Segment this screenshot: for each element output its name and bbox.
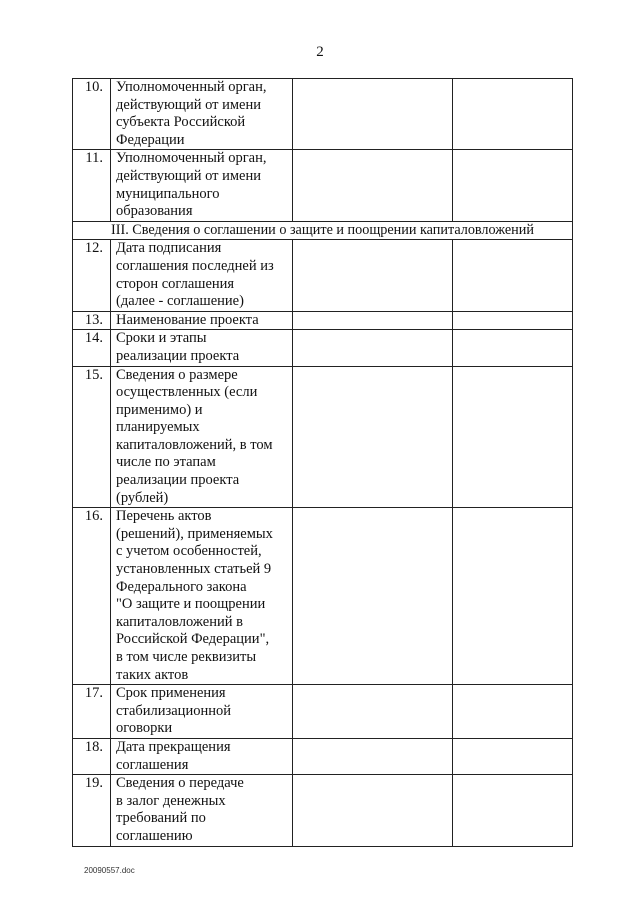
table-row — [73, 240, 573, 311]
row-label: Сведения о размере осуществленных (если применимо) и планируемых капиталовложений, в том числе по этапам реализации проекта (рублей) — [111, 366, 293, 508]
row-value-cell — [293, 240, 453, 311]
row-note-cell — [453, 150, 573, 221]
row-value-cell — [293, 79, 453, 150]
row-note-cell — [453, 508, 573, 685]
row-label: Уполномоченный орган, действующий от имени муниципального образования — [111, 150, 293, 221]
row-label: Срок применения стабилизационной оговорки — [111, 685, 293, 739]
row-note-cell — [453, 311, 573, 330]
section-header-row — [73, 221, 573, 240]
table-row — [73, 311, 573, 330]
row-value-cell — [293, 150, 453, 221]
table-row — [73, 775, 573, 846]
row-number: 15. — [73, 366, 111, 508]
row-number: 13. — [73, 311, 111, 330]
row-number: 10. — [73, 79, 111, 150]
row-label: Уполномоченный орган, действующий от имени субъекта Российской Федерации — [111, 79, 293, 150]
document-code: 20090557.doc — [84, 866, 135, 875]
row-note-cell — [453, 240, 573, 311]
row-label: Сведения о передаче в залог денежных требований по соглашению — [111, 775, 293, 846]
row-number: 11. — [73, 150, 111, 221]
row-number: 18. — [73, 738, 111, 774]
row-note-cell — [453, 366, 573, 508]
row-value-cell — [293, 685, 453, 739]
row-note-cell — [453, 79, 573, 150]
row-label: Сроки и этапы реализации проекта — [111, 330, 293, 366]
table-row — [73, 685, 573, 739]
registry-table — [72, 78, 573, 847]
row-value-cell — [293, 311, 453, 330]
section-header: III. Сведения о соглашении о защите и поощрении капиталовложений — [73, 221, 573, 240]
row-label: Дата прекращения соглашения — [111, 738, 293, 774]
table-row — [73, 79, 573, 150]
row-value-cell — [293, 366, 453, 508]
row-number: 12. — [73, 240, 111, 311]
row-number: 16. — [73, 508, 111, 685]
row-label: Перечень актов (решений), применяемых с учетом особенностей, установленных статьей 9 Федерального закона "О защите и поощрении капиталовложений в Российской Федерации", в том числе реквизиты таких актов — [111, 508, 293, 685]
row-number: 14. — [73, 330, 111, 366]
row-value-cell — [293, 738, 453, 774]
row-number: 19. — [73, 775, 111, 846]
row-value-cell — [293, 508, 453, 685]
row-note-cell — [453, 775, 573, 846]
row-label: Дата подписания соглашения последней из сторон соглашения (далее - соглашение) — [111, 240, 293, 311]
table-row — [73, 508, 573, 685]
row-note-cell — [453, 738, 573, 774]
page-number: 2 — [316, 44, 324, 60]
row-label: Наименование проекта — [111, 311, 293, 330]
row-value-cell — [293, 330, 453, 366]
row-note-cell — [453, 685, 573, 739]
row-number: 17. — [73, 685, 111, 739]
table-row — [73, 366, 573, 508]
row-note-cell — [453, 330, 573, 366]
table-row — [73, 330, 573, 366]
table-row — [73, 150, 573, 221]
row-value-cell — [293, 775, 453, 846]
table-row — [73, 738, 573, 774]
